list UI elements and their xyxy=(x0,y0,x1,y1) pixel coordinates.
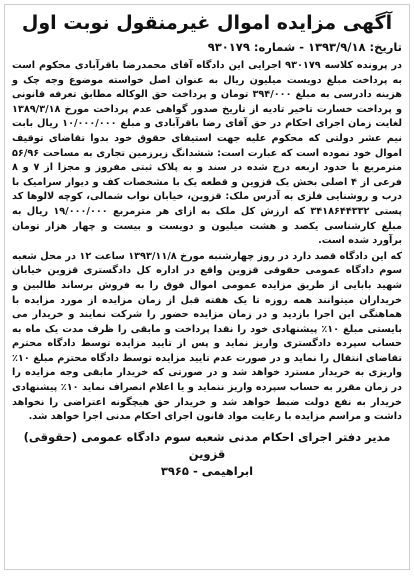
notice-paragraph-case-details: در پرونده کلاسه ۹۳۰۱۷۹ اجرایی این دادگاه آقای محمدرضا باقرآبادی محکوم است به پرداخت مبلغ دویست میلیون ریال به عنوان اصل خواسته موضوع وجه چک و هزینه دادرسی به مبلغ ۳۹۴/۰۰۰ تومان و پرداخت حق الوکاله مطابق تعرفه قانونی و پرداخت خسارت تاخیر تادیه از تاریخ صدور گواهی عدم پرداخت مورخ ۱۳۸۹/۳/۱۸ لغایت زمان اجرای احکام در حق آقای رضا باقرآبادی و مبلغ ۱۰/۰۰۰/۰۰۰ ریال بابت نیم عشر دولتی که محکوم علیه جهت استیفای حقوق خود بدوا تقاضای توقیف اموال خود نموده است که عبارت است: ششدانگ زیرزمین تجاری به مساحت ۵۶/۹۶ مترمربع با حدود اربعه درج شده در سند و به پلاک ثبتی مفروز و مجزا از ۷ و ۸ فرعی از ۴ اصلی بخش یک قزوین و قطعه یک با مشخصات کف و دیوار سرامیک با درب و روشنایی فلزی به آدرس ملک: قزوین، خیابان نواب شمالی، کوچه لالوها کد پستی ۳۴۱۸۶۴۴۳۳۲ که ارزش کل ملک به ازای هر مترمربع ۱۹/۰۰۰/۰۰۰ ریال به مبلغ کارشناسی یکصد و هشت میلیون و دویست و بیست و چهار هزار تومان برآورد شده است. xyxy=(12,60,403,247)
notice-paragraph-auction-terms: که این دادگاه قصد دارد در روز چهارشنبه مورخ ۱۳۹۳/۱۱/۸ ساعت ۱۲ در محل شعبه سوم دادگاه عمومی حقوقی قزوین واقع در اداره کل دادگستری قزوین خیابان شهید بابایی از طریق مزایده عمومی اموال فوق را به فروش برساند طالبین و خریداران میتوانند همه روزه تا یک هفته قبل از زمان مزایده از مورد مزایده با هماهنگی این اجرا بازدید و در زمان مزایده حضور را شرکت نمایند و خریدار می بایستی مبلغ ۱۰٪ پیشنهادی خود را نقدا پرداخت و مابقی را ظرف مدت یک ماه به حساب سپرده دادگستری واریز نماید و پس از تایید مزایده توسط دادگاه محترم تقاضای انتقال را نماید و در صورت عدم تایید مزایده توسط دادگاه محترم مبلغ ۱۰٪ واریزی به خریدار مسترد خواهد شد و در صورتی که خریدار مابقی وجه مزایده را در زمان مقرر به حساب سپرده واریز ننماید و یا اعلام انصراف نماید ۱۰٪ پیشنهادی خریدار به نفع دولت ضبط خواهد شد و خریدار حق هیچگونه اعتراضی را نخواهد داشت و مراسم مزایده با رعایت مواد قانون اجرای احکام مدنی اجرا خواهد شد. xyxy=(12,250,402,423)
notice-title: آگهی مزایده اموال غیرمنقول نوبت اول xyxy=(21,12,393,34)
signature-title: مدیر دفتر اجرای احکام مدنی شعبه سوم دادگاه عمومی (حقوقی) قزوین xyxy=(23,429,391,461)
notice-signature xyxy=(12,429,402,480)
signature-name-code: ابراهیمی - ۳۹۶۵ xyxy=(160,463,254,478)
notice-date-and-number: تاریخ: ۱۳۹۳/۹/۱۸ - شماره: ۹۳۰۱۷۹ xyxy=(207,40,402,54)
